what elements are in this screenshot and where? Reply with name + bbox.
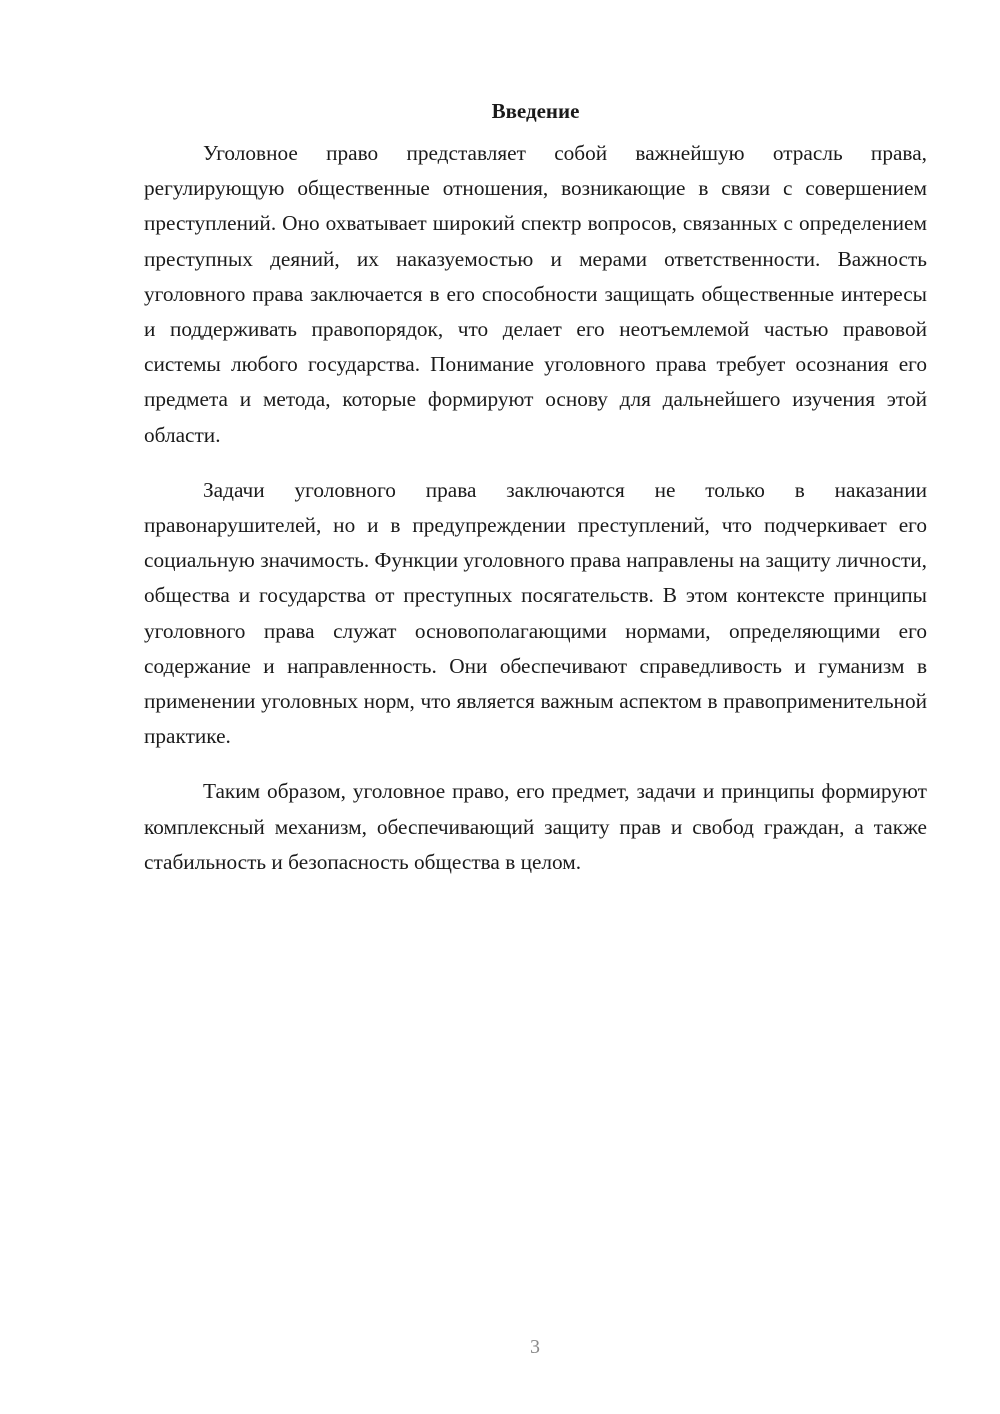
paragraph-2: Задачи уголовного права заключаются не только в наказании правонарушителей, но и в предупреждении преступлений, что подчеркивает его социальную значимость. Функции уголовного права направлены на защиту личности, общества и государства от преступных посягательств. В этом контексте принципы уголовного права служат основополагающими нормами, определяющими его содержание и направленность. Они обеспечивают справедливость и гуманизм в применении уголовных норм, что является важным аспектом в правоприменительной практике.	[144, 477, 927, 749]
page-number: 3	[530, 1336, 540, 1358]
section-heading: Введение	[491, 99, 580, 123]
paragraph-1: Уголовное право представляет собой важнейшую отрасль права, регулирующую общественные отношения, возникающие в связи с совершением преступлений. Оно охватывает широкий спектр вопросов, связанных с определением преступных деяний, их наказуемостью и мерами ответственности. Важность уголовного права заключается в его способности защищать общественные интересы и поддерживать правопорядок, что делает его неотъемлемой частью правовой системы любого государства. Понимание уголовного права требует осознания его предмета и метода, которые формируют основу для дальнейшего изучения этой области.	[144, 141, 927, 447]
page-content	[144, 96, 927, 900]
paragraph-3: Таким образом, уголовное право, его предмет, задачи и принципы формируют комплексный механизм, обеспечивающий защиту прав и свобод граждан, а также стабильность и безопасность общества в целом.	[144, 779, 927, 874]
